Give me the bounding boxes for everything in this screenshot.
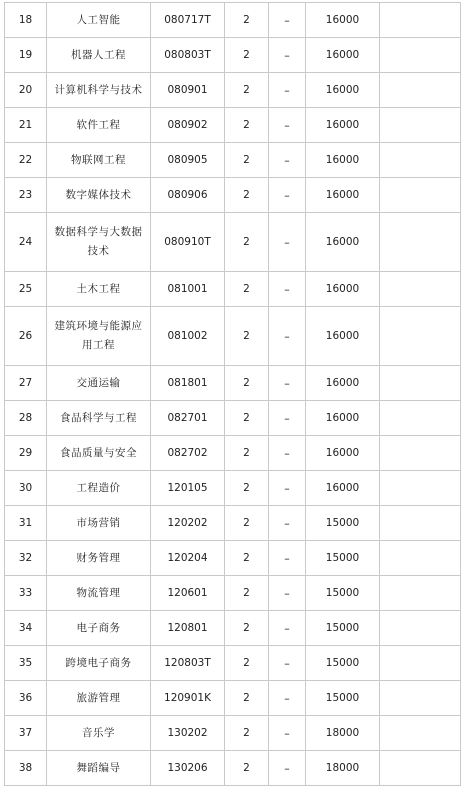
- tuition-fee-cell: 15000: [306, 541, 380, 576]
- major-code-cell: 081801: [151, 366, 225, 401]
- major-code-cell: 080717T: [151, 3, 225, 38]
- table-row: [5, 366, 461, 401]
- major-code-cell: 080910T: [151, 213, 225, 272]
- table-row: [5, 541, 461, 576]
- row-number-cell: 19: [5, 38, 47, 73]
- major-code-cell: 082701: [151, 401, 225, 436]
- major-name-cell: 工程造价: [47, 471, 151, 506]
- tuition-fee-cell: 15000: [306, 506, 380, 541]
- note-cell: [380, 73, 461, 108]
- table-row: [5, 143, 461, 178]
- dash-cell: –: [269, 751, 306, 786]
- dash-cell: –: [269, 646, 306, 681]
- note-cell: [380, 178, 461, 213]
- table-row: [5, 307, 461, 366]
- dash-cell: –: [269, 541, 306, 576]
- row-number-cell: 30: [5, 471, 47, 506]
- note-cell: [380, 108, 461, 143]
- row-number-cell: 20: [5, 73, 47, 108]
- tuition-fee-cell: 16000: [306, 366, 380, 401]
- note-cell: [380, 646, 461, 681]
- row-number-cell: 36: [5, 681, 47, 716]
- duration-cell: 2: [225, 401, 269, 436]
- duration-cell: 2: [225, 38, 269, 73]
- table-row: [5, 506, 461, 541]
- note-cell: [380, 3, 461, 38]
- table-row: [5, 3, 461, 38]
- note-cell: [380, 272, 461, 307]
- dash-cell: –: [269, 681, 306, 716]
- dash-cell: –: [269, 73, 306, 108]
- major-name-cell: 交通运输: [47, 366, 151, 401]
- major-code-cell: 080803T: [151, 38, 225, 73]
- row-number-cell: 22: [5, 143, 47, 178]
- table-row: [5, 611, 461, 646]
- major-code-cell: 080906: [151, 178, 225, 213]
- tuition-fee-cell: 18000: [306, 751, 380, 786]
- table-row: [5, 401, 461, 436]
- tuition-fee-cell: 16000: [306, 471, 380, 506]
- duration-cell: 2: [225, 471, 269, 506]
- major-code-cell: 120204: [151, 541, 225, 576]
- duration-cell: 2: [225, 646, 269, 681]
- note-cell: [380, 751, 461, 786]
- major-code-cell: 081002: [151, 307, 225, 366]
- row-number-cell: 26: [5, 307, 47, 366]
- table-row: [5, 272, 461, 307]
- dash-cell: –: [269, 401, 306, 436]
- major-name-cell: 人工智能: [47, 3, 151, 38]
- duration-cell: 2: [225, 681, 269, 716]
- major-code-cell: 120202: [151, 506, 225, 541]
- row-number-cell: 24: [5, 213, 47, 272]
- major-name-cell: 数字媒体技术: [47, 178, 151, 213]
- major-name-cell: 食品科学与工程: [47, 401, 151, 436]
- table-body: [5, 3, 461, 786]
- table-row: [5, 646, 461, 681]
- note-cell: [380, 506, 461, 541]
- duration-cell: 2: [225, 213, 269, 272]
- table-row: [5, 73, 461, 108]
- dash-cell: –: [269, 611, 306, 646]
- table-row: [5, 716, 461, 751]
- table-row: [5, 213, 461, 272]
- note-cell: [380, 611, 461, 646]
- dash-cell: –: [269, 178, 306, 213]
- note-cell: [380, 366, 461, 401]
- note-cell: [380, 681, 461, 716]
- dash-cell: –: [269, 471, 306, 506]
- major-code-cell: 080905: [151, 143, 225, 178]
- major-code-cell: 120803T: [151, 646, 225, 681]
- duration-cell: 2: [225, 716, 269, 751]
- tuition-fee-cell: 16000: [306, 38, 380, 73]
- major-code-cell: 080902: [151, 108, 225, 143]
- tuition-fee-cell: 16000: [306, 307, 380, 366]
- major-name-cell: 食品质量与安全: [47, 436, 151, 471]
- note-cell: [380, 471, 461, 506]
- dash-cell: –: [269, 366, 306, 401]
- note-cell: [380, 38, 461, 73]
- tuition-fee-cell: 16000: [306, 73, 380, 108]
- table-row: [5, 108, 461, 143]
- table-row: [5, 436, 461, 471]
- duration-cell: 2: [225, 611, 269, 646]
- major-code-cell: 080901: [151, 73, 225, 108]
- note-cell: [380, 213, 461, 272]
- dash-cell: –: [269, 506, 306, 541]
- note-cell: [380, 307, 461, 366]
- duration-cell: 2: [225, 108, 269, 143]
- major-code-cell: 130206: [151, 751, 225, 786]
- row-number-cell: 18: [5, 3, 47, 38]
- dash-cell: –: [269, 272, 306, 307]
- row-number-cell: 28: [5, 401, 47, 436]
- dash-cell: –: [269, 716, 306, 751]
- tuition-fee-cell: 15000: [306, 576, 380, 611]
- major-code-cell: 120801: [151, 611, 225, 646]
- row-number-cell: 34: [5, 611, 47, 646]
- dash-cell: –: [269, 213, 306, 272]
- table-row: [5, 576, 461, 611]
- table-row: [5, 38, 461, 73]
- duration-cell: 2: [225, 3, 269, 38]
- dash-cell: –: [269, 576, 306, 611]
- major-name-cell: 舞蹈编导: [47, 751, 151, 786]
- duration-cell: 2: [225, 307, 269, 366]
- major-code-cell: 081001: [151, 272, 225, 307]
- major-code-cell: 082702: [151, 436, 225, 471]
- note-cell: [380, 401, 461, 436]
- duration-cell: 2: [225, 366, 269, 401]
- dash-cell: –: [269, 436, 306, 471]
- tuition-fee-cell: 15000: [306, 611, 380, 646]
- major-name-cell: 物联网工程: [47, 143, 151, 178]
- note-cell: [380, 576, 461, 611]
- major-code-cell: 120601: [151, 576, 225, 611]
- major-code-cell: 130202: [151, 716, 225, 751]
- dash-cell: –: [269, 108, 306, 143]
- fee-table: [4, 2, 461, 786]
- row-number-cell: 33: [5, 576, 47, 611]
- row-number-cell: 25: [5, 272, 47, 307]
- dash-cell: –: [269, 143, 306, 178]
- duration-cell: 2: [225, 436, 269, 471]
- tuition-fee-cell: 15000: [306, 681, 380, 716]
- dash-cell: –: [269, 38, 306, 73]
- tuition-fee-cell: 16000: [306, 108, 380, 143]
- duration-cell: 2: [225, 576, 269, 611]
- duration-cell: 2: [225, 143, 269, 178]
- major-name-cell: 建筑环境与能源应用工程: [47, 307, 151, 366]
- major-name-cell: 物流管理: [47, 576, 151, 611]
- dash-cell: –: [269, 307, 306, 366]
- table-row: [5, 471, 461, 506]
- note-cell: [380, 143, 461, 178]
- major-name-cell: 土木工程: [47, 272, 151, 307]
- note-cell: [380, 541, 461, 576]
- tuition-fee-cell: 18000: [306, 716, 380, 751]
- duration-cell: 2: [225, 506, 269, 541]
- tuition-fee-cell: 16000: [306, 436, 380, 471]
- major-name-cell: 数据科学与大数据技术: [47, 213, 151, 272]
- tuition-fee-cell: 16000: [306, 178, 380, 213]
- row-number-cell: 27: [5, 366, 47, 401]
- row-number-cell: 23: [5, 178, 47, 213]
- duration-cell: 2: [225, 272, 269, 307]
- table-row: [5, 178, 461, 213]
- note-cell: [380, 716, 461, 751]
- tuition-fee-cell: 15000: [306, 646, 380, 681]
- note-cell: [380, 436, 461, 471]
- duration-cell: 2: [225, 178, 269, 213]
- major-name-cell: 旅游管理: [47, 681, 151, 716]
- major-name-cell: 计算机科学与技术: [47, 73, 151, 108]
- major-code-cell: 120105: [151, 471, 225, 506]
- major-name-cell: 市场营销: [47, 506, 151, 541]
- row-number-cell: 37: [5, 716, 47, 751]
- tuition-fee-cell: 16000: [306, 213, 380, 272]
- row-number-cell: 31: [5, 506, 47, 541]
- row-number-cell: 35: [5, 646, 47, 681]
- duration-cell: 2: [225, 541, 269, 576]
- row-number-cell: 29: [5, 436, 47, 471]
- tuition-fee-cell: 16000: [306, 3, 380, 38]
- major-name-cell: 机器人工程: [47, 38, 151, 73]
- duration-cell: 2: [225, 751, 269, 786]
- row-number-cell: 32: [5, 541, 47, 576]
- row-number-cell: 21: [5, 108, 47, 143]
- duration-cell: 2: [225, 73, 269, 108]
- major-name-cell: 软件工程: [47, 108, 151, 143]
- major-name-cell: 电子商务: [47, 611, 151, 646]
- major-name-cell: 财务管理: [47, 541, 151, 576]
- tuition-fee-cell: 16000: [306, 272, 380, 307]
- major-name-cell: 音乐学: [47, 716, 151, 751]
- tuition-fee-cell: 16000: [306, 143, 380, 178]
- table-row: [5, 751, 461, 786]
- dash-cell: –: [269, 3, 306, 38]
- major-code-cell: 120901K: [151, 681, 225, 716]
- row-number-cell: 38: [5, 751, 47, 786]
- tuition-fee-cell: 16000: [306, 401, 380, 436]
- table-row: [5, 681, 461, 716]
- major-name-cell: 跨境电子商务: [47, 646, 151, 681]
